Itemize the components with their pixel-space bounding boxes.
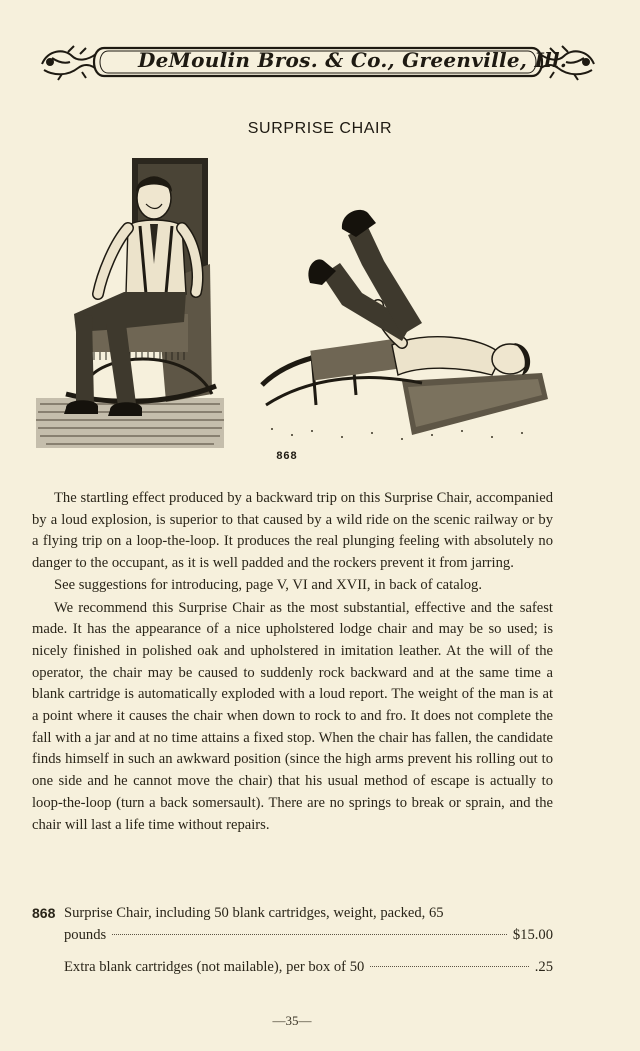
item-number: 868 [32,905,56,921]
price-item-868 [32,902,553,946]
dot-leader [370,966,528,967]
description-text [32,488,553,837]
header-banner [38,42,598,82]
paragraph-effect: The startling effect produced by a backward trip on this Surprise Chair, accompanied by a loud explosion, is superior to that caused by a wild ride on the scenic railway or by a flying trip on a loop-the-loop. It produces the real plunging feeling with absolutely no danger to the occupant, as it is well padded and the rockers prevent it from jarring. [32,490,553,572]
man-seated-in-chair-illustration [36,154,224,448]
item-price: $15.00 [512,927,553,943]
extra-price: .25 [534,959,553,975]
figure-number: 868 [276,450,298,462]
paragraph-suggestions: See suggestions for introducing, page V, VI and XVII, in back of catalog. [54,577,482,594]
item-description: Surprise Chair, including 50 blank cartridges, weight, packed, 65 [64,905,444,921]
item-price-row [32,924,553,946]
page-title: SURPRISE CHAIR [247,120,393,137]
paragraph-recommendation: We recommend this Surprise Chair as the most substantial, effective and the safest made. It has the appearance of a nice upholstered lodge chair and may be so used; is nicely finished in polished oak and upholstered in imitation leather. At the will of the operator, the chair may be caused to suddenly rock backward and at the same time a blank cartridge is automatically exploded with a loud report. The weight of the man is at a point where it causes the chair when down to rock to and fro. It does not complete the fall with a jar and at no time attains a fixed stop. When the chair has fallen, the candidate finds himself in such an awkward position (since the high arms prevent his rolling out to one side and he cannot move the chair) that his usual method of escape is actually to loop-the-loop (turn a back somersault). There are no springs to break or sprain, and the chair will last a life time without repairs. [32,599,553,833]
banner-text: DeMoulin Bros. & Co., Greenville, Ill. [138,48,568,72]
extra-description: Extra blank cartridges (not mailable), per box of 50 [64,959,365,975]
man-tipped-backward-in-chair-illustration [252,205,550,445]
price-list [32,902,553,978]
page-number: —35— [272,1013,312,1028]
price-item-extra-cartridges [32,956,553,978]
dot-leader [112,934,507,935]
item-description-continued: pounds [64,927,107,943]
